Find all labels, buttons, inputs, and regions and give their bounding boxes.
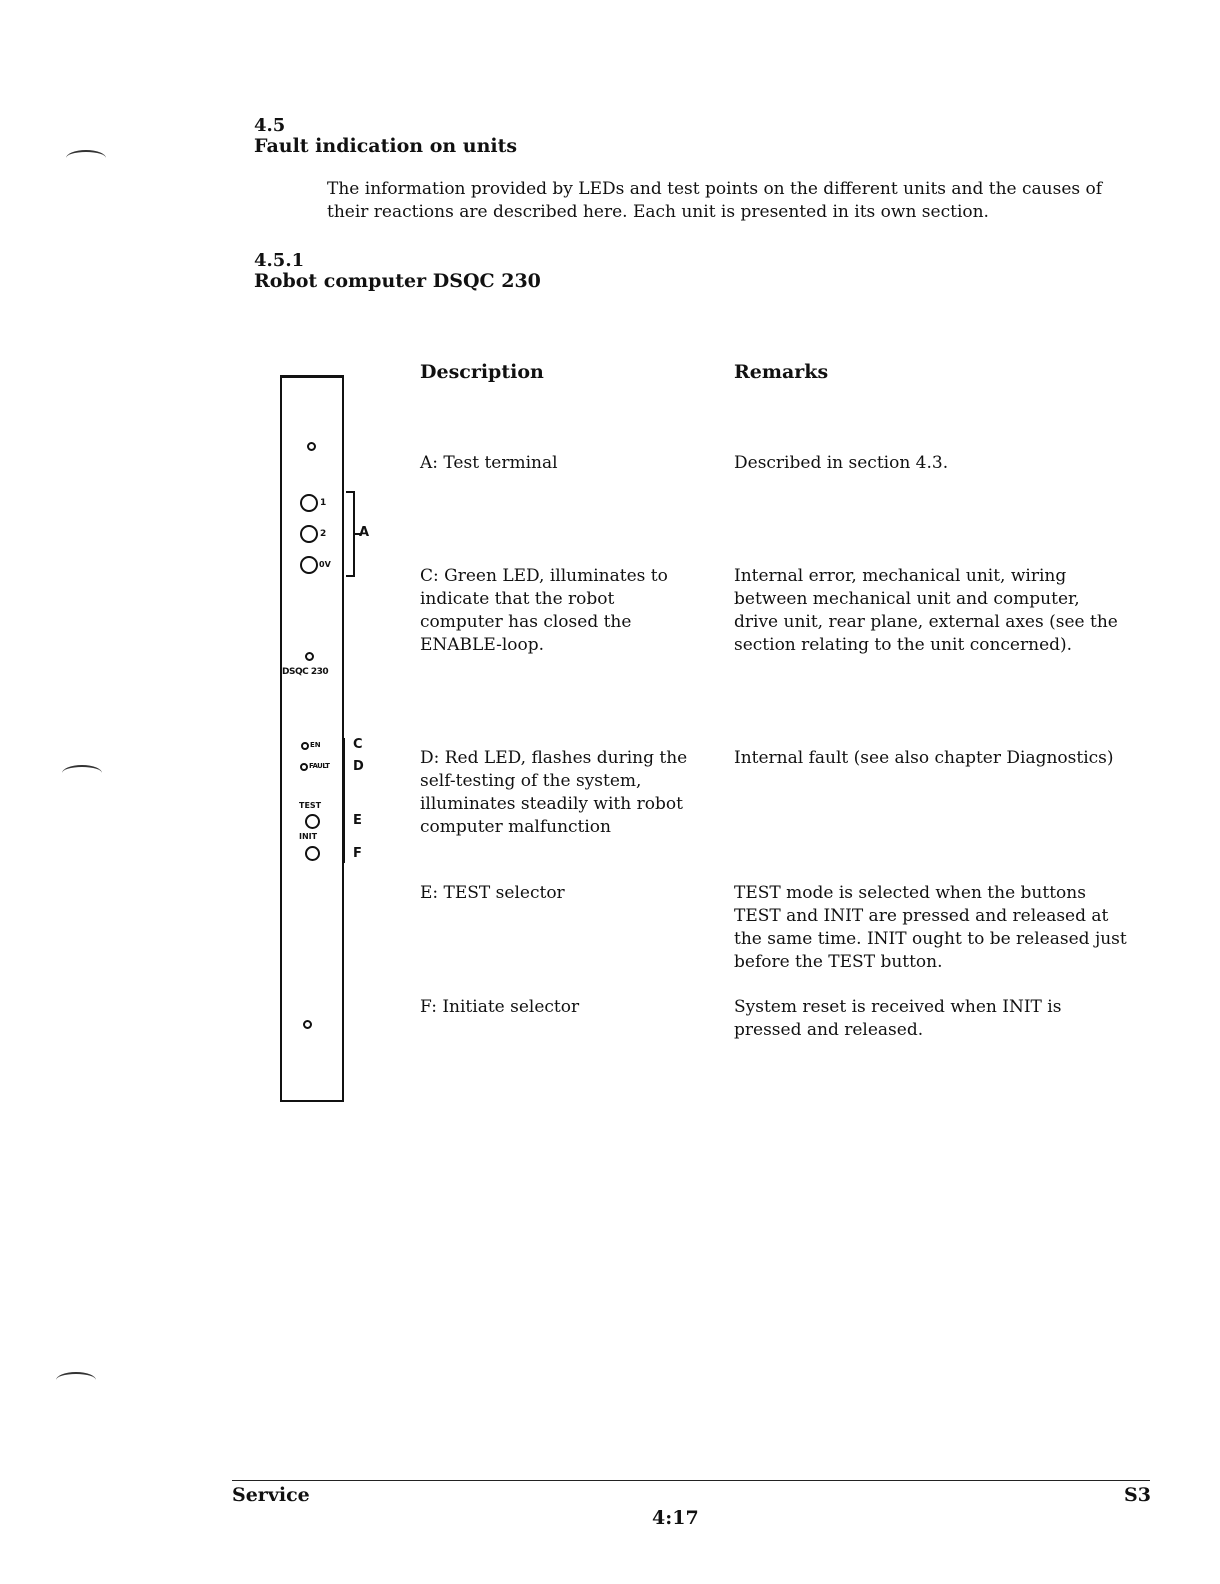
port-0v-icon [300,556,318,574]
callout-a-label: A [359,525,370,540]
enable-led-label: EN [310,741,321,749]
callout-c-label: C [353,737,363,752]
enable-led-icon [301,742,309,750]
model-label: DSQC 230 [282,667,329,677]
mounting-screw-icon [303,1020,312,1029]
fault-led-label: FAULT [309,762,330,770]
row-d-remarks: Internal fault (see also chapter Diagnostics) [734,748,1114,768]
row-f-description: F: Initiate selector [420,997,580,1017]
footer-left: Service [232,1484,310,1506]
port-2-label: 2 [320,529,327,539]
callout-d-label: D [353,759,364,774]
footer-right: S3 [1124,1484,1151,1506]
callout-e-label: E [353,813,362,828]
subsection-number: 4.5.1 [254,250,305,271]
port-2-icon [300,525,318,543]
row-f-remarks: System reset is received when INIT is pressed and released. [734,997,1062,1040]
test-button-icon [305,814,320,829]
port-1-icon [300,494,318,512]
row-c-remarks: Internal error, mechanical unit, wiring between mechanical unit and computer, drive unit, rear plane, external axes (see the section relating to the unit concerned). [734,566,1118,655]
subsection-title: Robot computer DSQC 230 [254,270,541,292]
mounting-screw-icon [305,652,314,661]
row-a-description: A: Test terminal [420,453,558,473]
init-button-label: INIT [299,832,318,841]
row-d-description: D: Red LED, flashes during the self-testing of the system, illuminates steadily with robot computer malfunction [420,748,688,837]
row-c-description: C: Green LED, illuminates to indicate that the robot computer has closed the ENABLE-loop. [420,566,668,655]
section-title: Fault indication on units [254,135,518,157]
callout-f-label: F [353,846,362,861]
description-header: Description [420,361,544,383]
row-a-remarks: Described in section 4.3. [734,453,949,473]
fault-led-icon [300,763,308,771]
test-button-label: TEST [299,801,322,810]
page-number: 4:17 [652,1507,699,1529]
binder-mark [66,150,106,166]
dsqc230-front-panel [280,375,344,1102]
row-e-description: E: TEST selector [420,883,565,903]
section-intro: The information provided by LEDs and test points on the different units and the causes of their reactions are described here. Each unit is presented in its own section. [327,179,1103,222]
binder-mark [56,1372,96,1388]
row-e-remarks: TEST mode is selected when the buttons TEST and INIT are pressed and released at the same time. INIT ought to be released just before the TEST button. [734,883,1127,972]
init-button-icon [305,846,320,861]
port-0v-label: 0V [319,560,331,569]
mounting-screw-icon [307,442,316,451]
section-number: 4.5 [254,115,286,136]
port-1-label: 1 [320,498,327,508]
footer-rule [232,1480,1150,1481]
callout-divider [343,738,345,863]
remarks-header: Remarks [734,361,829,383]
binder-mark [62,765,102,781]
